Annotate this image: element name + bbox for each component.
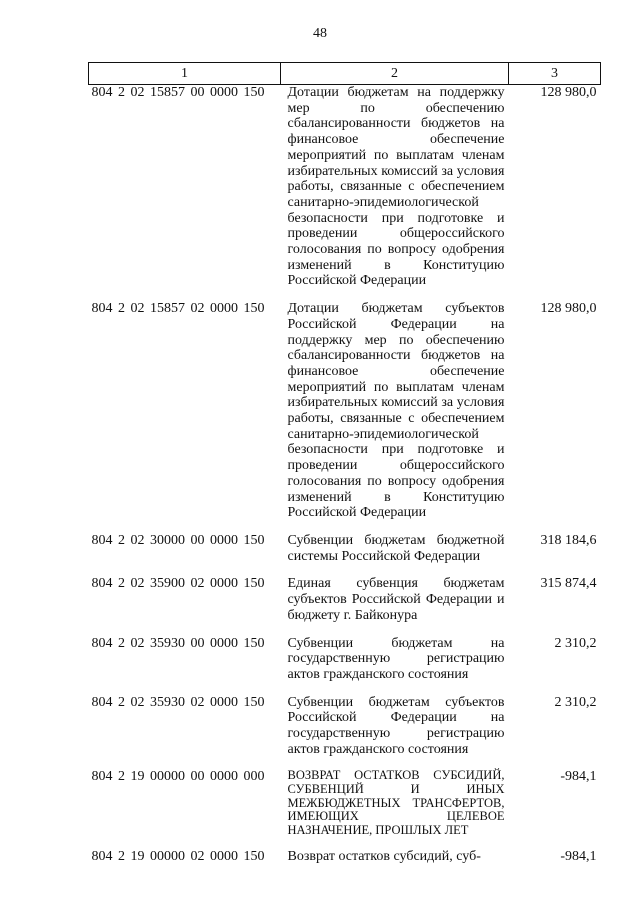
row-code: 804 2 19 00000 02 0000 150 xyxy=(91,849,265,865)
column-header-code: 1 xyxy=(89,63,281,85)
table-row xyxy=(89,85,601,302)
row-description: Дотации бюджетам субъектов Российской Федерации на поддержку мер по обеспечению сбалансированности бюджетов на финансовое обеспечение мероприятий по выплатам членам избирательных комиссий за условия работы, связанные с обеспечением санитарно-эпидемиологической безопасности при подготовке и проведении общероссийского голосования по вопросу одобрения изменений в Конституцию Российской Федерации xyxy=(287,301,505,521)
row-amount: 2 310,2 xyxy=(554,694,597,710)
row-description: Субвенции бюджетам на государственную регистрацию актов гражданского состояния xyxy=(287,635,505,682)
table-row xyxy=(89,769,601,849)
row-code: 804 2 02 30000 00 0000 150 xyxy=(91,532,265,548)
row-description: Субвенции бюджетам бюджетной системы Российской Федерации xyxy=(287,532,505,564)
row-amount: 2 310,2 xyxy=(554,635,597,651)
row-code: 804 2 02 35930 02 0000 150 xyxy=(91,694,265,710)
table-row xyxy=(89,533,601,576)
row-description: Субвенции бюджетам субъектов Российской Федерации на государственную регистрацию актов гражданского состояния xyxy=(287,694,505,757)
row-code: 804 2 02 35900 02 0000 150 xyxy=(91,576,265,592)
row-description: Возврат остатков субсидий, суб- xyxy=(287,849,481,865)
table-row xyxy=(89,576,601,635)
row-amount: 128 980,0 xyxy=(540,85,597,100)
row-code: 804 2 02 35930 00 0000 150 xyxy=(91,635,265,651)
row-code: 804 2 19 00000 00 0000 000 xyxy=(91,769,265,785)
row-amount: -984,1 xyxy=(560,849,597,865)
table-row xyxy=(89,849,601,877)
row-description: Дотации бюджетам на поддержку мер по обеспечению сбалансированности бюджетов на финансовое обеспечение мероприятий по выплатам членам избирательных комиссий за условия работы, связанные с обеспечением санитарно-эпидемиологической безопасности при подготовке и проведении общероссийского голосования по вопросу одобрения изменений в Конституцию Российской Федерации xyxy=(287,85,505,289)
row-code: 804 2 02 15857 00 0000 150 xyxy=(91,85,265,100)
row-description: ВОЗВРАТ ОСТАТКОВ СУБСИДИЙ, СУБВЕНЦИЙ И ИНЫХ МЕЖБЮДЖЕТНЫХ ТРАНСФЕРТОВ, ИМЕЮЩИХ ЦЕЛЕВОЕ НАЗНАЧЕНИЕ, ПРОШЛЫХ ЛЕТ xyxy=(287,768,505,837)
budget-table xyxy=(88,62,601,877)
row-amount: 315 874,4 xyxy=(540,576,597,592)
row-code: 804 2 02 15857 02 0000 150 xyxy=(91,301,265,317)
row-description: Единая субвенция бюджетам субъектов Российской Федерации и бюджету г. Байконура xyxy=(287,576,505,623)
page-number: 48 xyxy=(313,26,327,41)
row-amount: -984,1 xyxy=(560,769,597,785)
row-amount: 128 980,0 xyxy=(540,301,597,317)
table-row xyxy=(89,695,601,770)
table-row xyxy=(89,301,601,533)
column-header-amount: 3 xyxy=(509,63,601,85)
table-row xyxy=(89,636,601,695)
row-amount: 318 184,6 xyxy=(540,532,597,548)
table-header-row xyxy=(89,63,601,85)
column-header-description: 2 xyxy=(281,63,509,85)
